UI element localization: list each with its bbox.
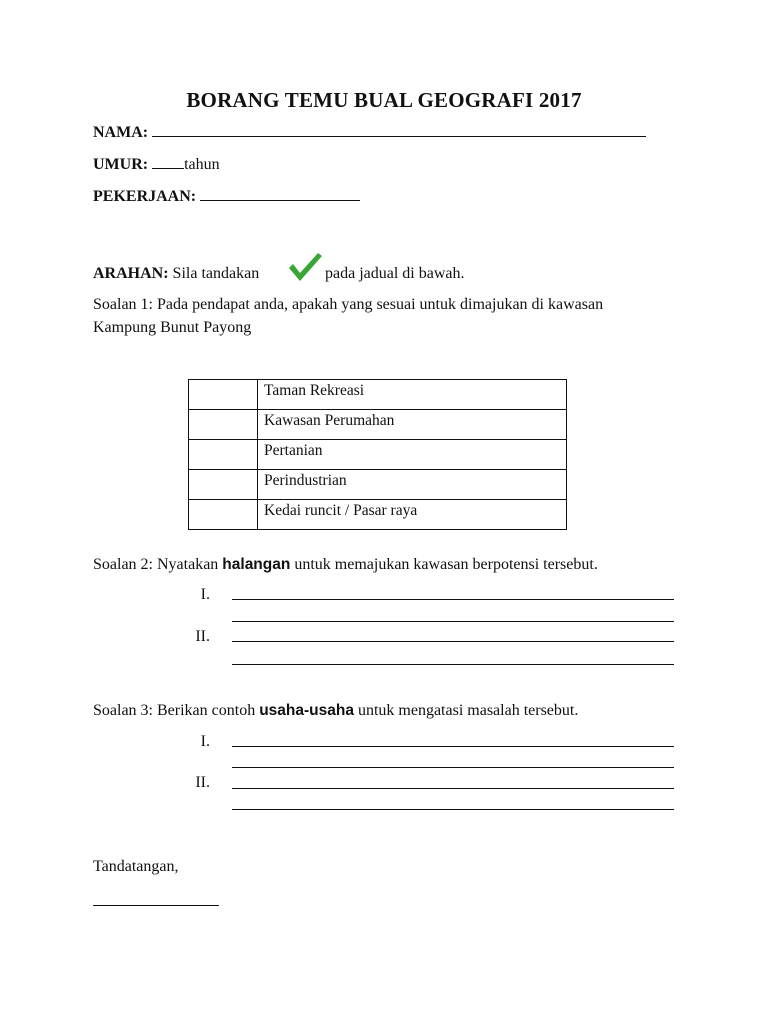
soalan2-numeral-ii: II. xyxy=(195,628,210,645)
arahan-label: ARAHAN: xyxy=(93,265,169,282)
soalan2-question xyxy=(93,556,598,574)
pekerjaan-label: PEKERJAAN: xyxy=(93,188,197,205)
answer-line[interactable] xyxy=(232,767,674,768)
option-label: Taman Rekreasi xyxy=(258,380,567,410)
check-mark-icon xyxy=(287,251,323,283)
answer-line[interactable] xyxy=(232,788,674,789)
soalan1-line2: Kampung Bunut Payong xyxy=(93,319,252,336)
umur-label: UMUR: xyxy=(93,156,149,173)
option-checkbox-cell[interactable] xyxy=(189,500,258,530)
answer-line[interactable] xyxy=(232,641,674,642)
soalan1-line1: Soalan 1: Pada pendapat anda, apakah yang sesuai untuk dimajukan di kawasan xyxy=(93,296,604,313)
soalan2-suffix: untuk memajukan kawasan berpotensi tersebut. xyxy=(294,556,598,573)
umur-unit: tahun xyxy=(184,156,220,173)
pekerjaan-blank[interactable] xyxy=(200,188,360,201)
pekerjaan-row xyxy=(93,188,360,206)
nama-row xyxy=(93,124,646,142)
soalan3-question xyxy=(93,702,578,720)
soalan3-prefix: Soalan 3: Berikan contoh xyxy=(93,702,256,719)
table-row xyxy=(189,500,567,530)
umur-row xyxy=(93,156,220,174)
answer-line[interactable] xyxy=(232,664,674,665)
umur-blank[interactable] xyxy=(152,156,184,169)
form-title: BORANG TEMU BUAL GEOGRAFI 2017 xyxy=(186,88,582,112)
arahan-text-before: Sila tandakan xyxy=(172,265,260,282)
table-row xyxy=(189,470,567,500)
nama-label: NAMA: xyxy=(93,124,149,141)
options-table xyxy=(188,379,567,530)
table-row xyxy=(189,410,567,440)
nama-blank[interactable] xyxy=(152,124,646,137)
option-checkbox-cell[interactable] xyxy=(189,410,258,440)
soalan2-keyword: halangan xyxy=(222,556,291,573)
option-label: Kawasan Perumahan xyxy=(258,410,567,440)
option-checkbox-cell[interactable] xyxy=(189,380,258,410)
option-label: Kedai runcit / Pasar raya xyxy=(258,500,567,530)
answer-line[interactable] xyxy=(232,809,674,810)
table-row xyxy=(189,380,567,410)
option-label: Perindustrian xyxy=(258,470,567,500)
soalan2-prefix: Soalan 2: Nyatakan xyxy=(93,556,219,573)
soalan3-numeral-i: I. xyxy=(200,733,210,750)
signature-line[interactable] xyxy=(93,905,219,906)
answer-line[interactable] xyxy=(232,746,674,747)
table-row xyxy=(189,440,567,470)
soalan3-suffix: untuk mengatasi masalah tersebut. xyxy=(357,702,579,719)
soalan3-numeral-ii: II. xyxy=(195,774,210,791)
answer-line[interactable] xyxy=(232,621,674,622)
signature-label: Tandatangan, xyxy=(93,858,179,875)
option-label: Pertanian xyxy=(258,440,567,470)
option-checkbox-cell[interactable] xyxy=(189,470,258,500)
option-checkbox-cell[interactable] xyxy=(189,440,258,470)
soalan3-keyword: usaha-usaha xyxy=(259,702,354,719)
soalan2-numeral-i: I. xyxy=(200,586,210,603)
answer-line[interactable] xyxy=(232,599,674,600)
arahan-text-after: pada jadual di bawah. xyxy=(325,265,465,282)
arahan-row xyxy=(93,265,259,283)
